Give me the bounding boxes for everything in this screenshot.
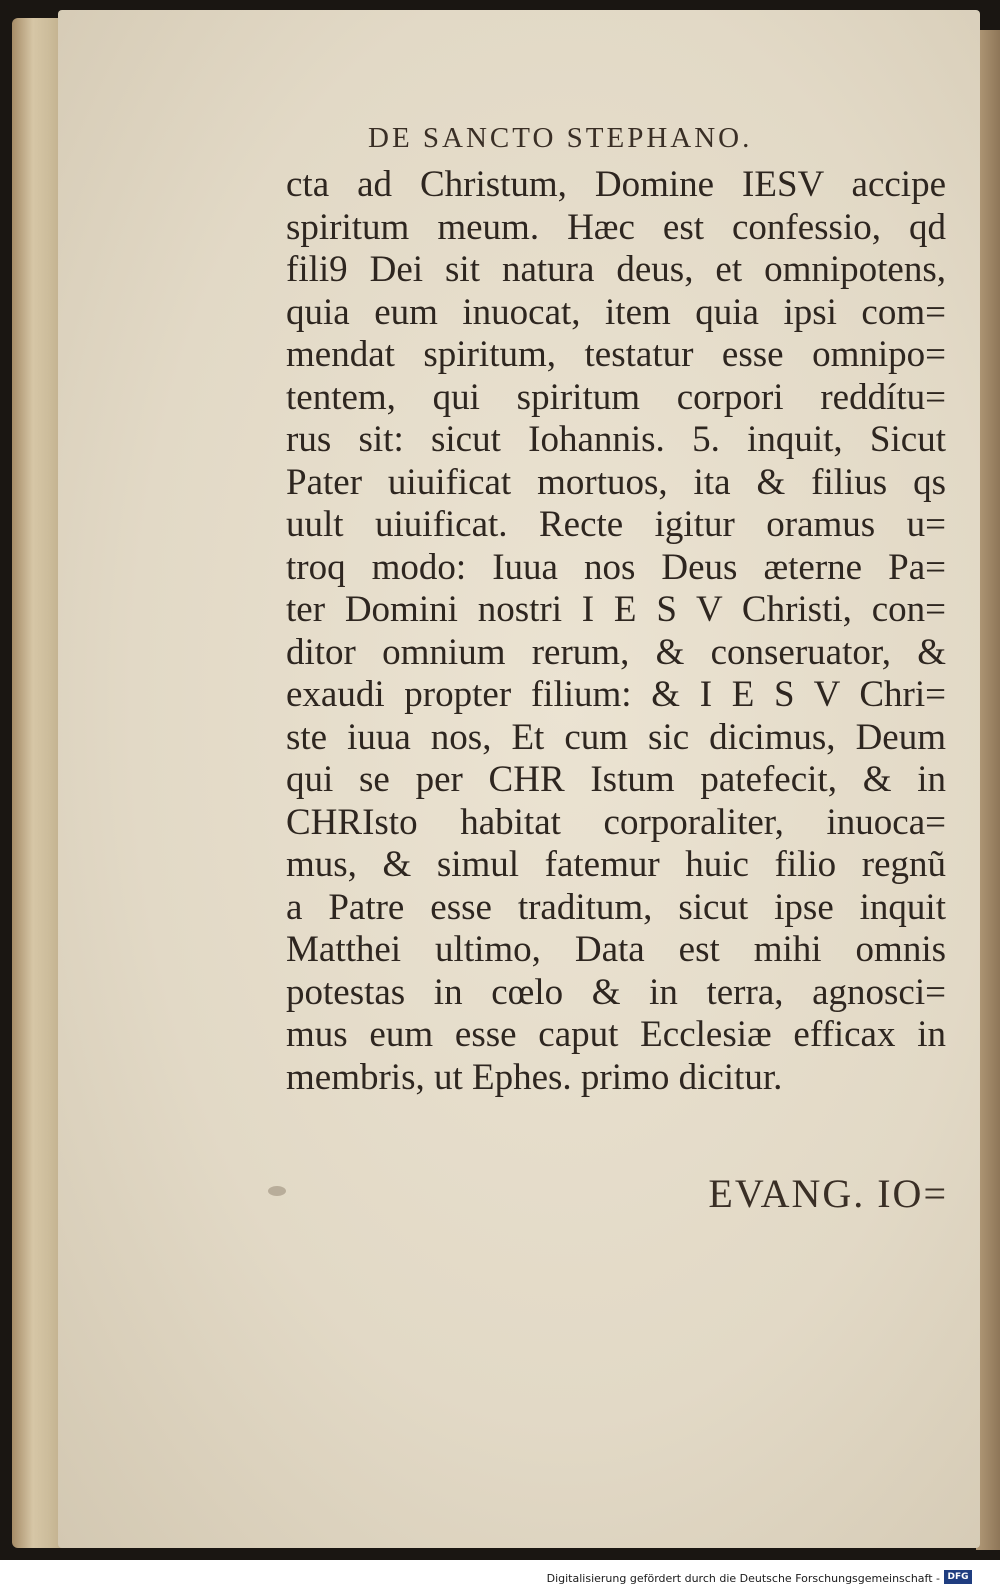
text-line: Pater uiuificat mortuos, ita & filius qs [286, 461, 946, 503]
text-line: potestas in cœlo & in terra, agnosci= [286, 971, 946, 1013]
text-line: mus eum esse caput Ecclesiæ efficax in [286, 1014, 946, 1055]
text-line: Matthei ultimo, Data est mihi omnis [286, 929, 946, 970]
text-line: ditor omnium rerum, & conseruator, & [286, 631, 946, 673]
body-text [286, 164, 946, 1099]
catchword: EVANG. IO= [708, 1171, 948, 1216]
text-line: CHRIsto habitat corporaliter, inuoca= [286, 801, 946, 843]
text-line: quia eum inuocat, item quia ipsi com= [286, 291, 946, 333]
text-line: mus, & simul fatemur huic filio regnũ [286, 844, 946, 885]
text-line: exaudi propter filium: & I E S V Chri= [286, 674, 946, 715]
text-line: troq modo: Iuua nos Deus æterne Pa= [286, 546, 946, 588]
text-line: spiritum meum. Hæc est confessio, qd [286, 206, 946, 248]
text-line: membris, ut Ephes. primo dicitur. [286, 1056, 783, 1098]
funding-credit: Digitalisierung gefördert durch die Deutsche Forschungsgemeinschaft - [546, 1572, 940, 1585]
text-line: uult uiuificat. Recte igitur oramus u= [286, 504, 946, 545]
text-line: a Patre esse traditum, sicut ipse inquit [286, 886, 946, 928]
text-line: qui se per CHR Istum patefecit, & in [286, 759, 946, 800]
text-line: rus sit: sicut Iohannis. 5. inquit, Sicut [286, 419, 946, 460]
digitization-footer [0, 1560, 1000, 1596]
text-line: ste iuua nos, Et cum sic dicimus, Deum [286, 716, 946, 758]
ink-smudge [268, 1186, 286, 1196]
text-line: fili9 Dei sit natura deus, et omnipotens, [286, 249, 946, 290]
text-line: tentem, qui spiritum corpori reddítu= [286, 376, 946, 418]
text-line: cta ad Christum, Domine IESV accipe [286, 164, 946, 205]
dfg-logo: DFG [944, 1570, 972, 1584]
running-head: DE SANCTO STEPHANO. [368, 122, 753, 154]
text-line: mendat spiritum, testatur esse omnipo= [286, 334, 946, 375]
text-line: ter Domini nostri I E S V Christi, con= [286, 589, 946, 630]
